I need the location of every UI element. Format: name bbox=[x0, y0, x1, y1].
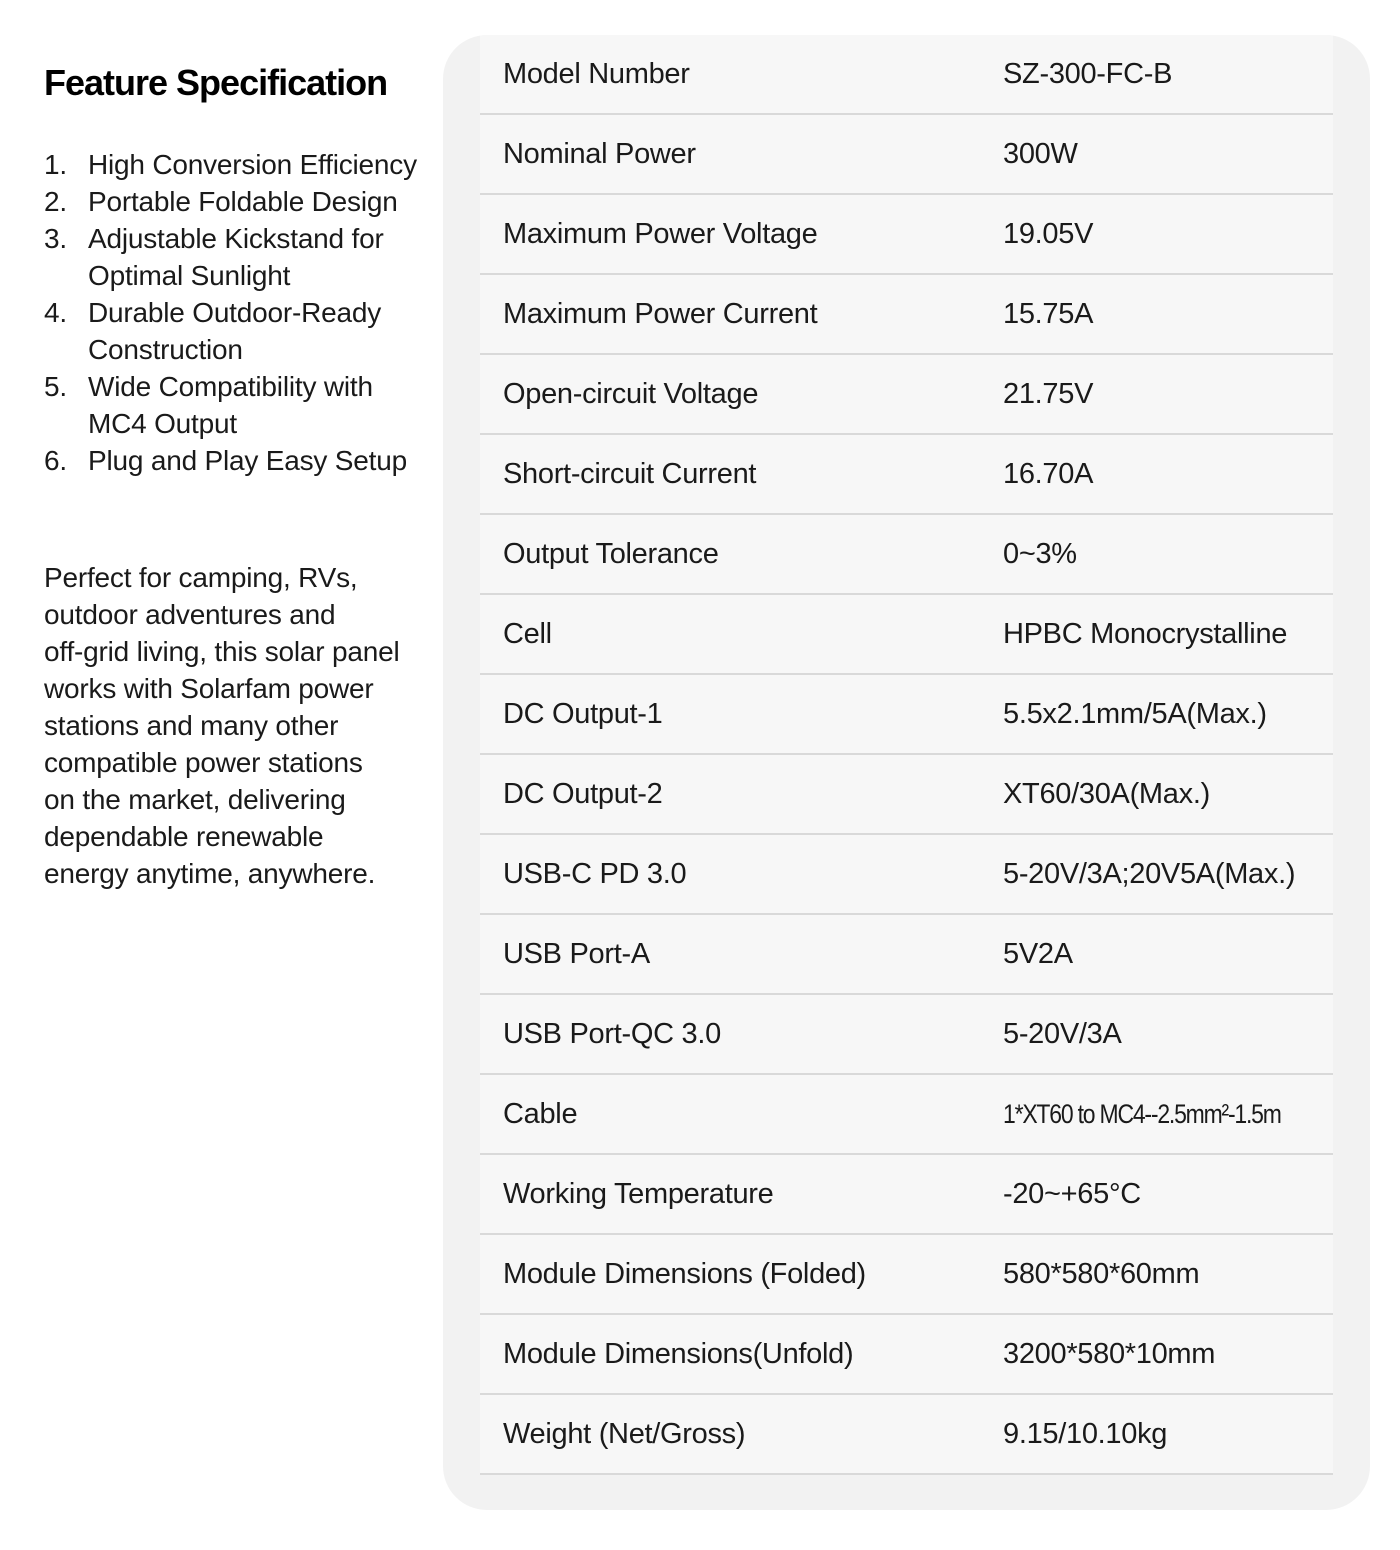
description-line: outdoor adventures and bbox=[44, 599, 336, 630]
table-row bbox=[480, 995, 1333, 1075]
spec-value: XT60/30A(Max.) bbox=[1003, 777, 1210, 810]
spec-value: 19.05V bbox=[1003, 217, 1094, 250]
spec-value: 1*XT60 to MC4--2.5mm²-1.5m bbox=[1003, 1098, 1281, 1129]
spec-label: USB Port-QC 3.0 bbox=[503, 1017, 721, 1050]
description-line: stations and many other bbox=[44, 710, 339, 741]
description-line: on the market, delivering bbox=[44, 784, 346, 815]
spec-label: Open-circuit Voltage bbox=[503, 377, 759, 410]
feature-panel bbox=[44, 0, 436, 892]
feature-text: Durable Outdoor-Ready Construction bbox=[88, 297, 382, 365]
spec-value: 15.75A bbox=[1003, 297, 1094, 330]
spec-value: 9.15/10.10kg bbox=[1003, 1417, 1168, 1450]
description-line: dependable renewable bbox=[44, 821, 324, 852]
feature-number: 1. bbox=[44, 149, 67, 180]
feature-text: Plug and Play Easy Setup bbox=[88, 445, 407, 476]
spec-label: Maximum Power Voltage bbox=[503, 217, 818, 250]
table-row bbox=[480, 435, 1333, 515]
spec-table bbox=[480, 35, 1333, 1475]
spec-label: Short-circuit Current bbox=[503, 457, 757, 490]
spec-label: USB Port-A bbox=[503, 937, 650, 970]
table-row bbox=[480, 275, 1333, 355]
feature-item bbox=[44, 368, 436, 442]
spec-value: 3200*580*10mm bbox=[1003, 1337, 1216, 1370]
spec-label: USB-C PD 3.0 bbox=[503, 857, 687, 890]
spec-label: DC Output-1 bbox=[503, 697, 663, 730]
spec-label: Cell bbox=[503, 617, 552, 650]
feature-number: 3. bbox=[44, 223, 67, 254]
spec-value: -20~+65°C bbox=[1003, 1177, 1141, 1210]
spec-label: Working Temperature bbox=[503, 1177, 774, 1210]
spec-label: Nominal Power bbox=[503, 137, 696, 170]
feature-number: 4. bbox=[44, 297, 67, 328]
spec-value: SZ-300-FC-B bbox=[1003, 57, 1173, 90]
spec-value: HPBC Monocrystalline bbox=[1003, 617, 1288, 650]
table-row bbox=[480, 675, 1333, 755]
feature-number: 5. bbox=[44, 371, 67, 402]
spec-value: 0~3% bbox=[1003, 537, 1077, 570]
spec-label: Module Dimensions (Folded) bbox=[503, 1257, 866, 1290]
spec-value: 5V2A bbox=[1003, 937, 1073, 970]
description-line: off-grid living, this solar panel bbox=[44, 636, 400, 667]
feature-number: 2. bbox=[44, 186, 67, 217]
table-row bbox=[480, 1235, 1333, 1315]
spec-label: Model Number bbox=[503, 57, 690, 90]
spec-value: 16.70A bbox=[1003, 457, 1094, 490]
table-row bbox=[480, 355, 1333, 435]
feature-item bbox=[44, 146, 436, 183]
table-row bbox=[480, 195, 1333, 275]
table-row bbox=[480, 835, 1333, 915]
spec-value: 5-20V/3A;20V5A(Max.) bbox=[1003, 857, 1296, 890]
table-row bbox=[480, 1315, 1333, 1395]
feature-text: Wide Compatibility with MC4 Output bbox=[88, 371, 373, 439]
table-row bbox=[480, 1075, 1333, 1155]
description-line: energy anytime, anywhere. bbox=[44, 858, 376, 889]
spec-label: DC Output-2 bbox=[503, 777, 663, 810]
spec-value: 5.5x2.1mm/5A(Max.) bbox=[1003, 697, 1267, 730]
description-line: compatible power stations bbox=[44, 747, 363, 778]
spec-value: 5-20V/3A bbox=[1003, 1017, 1122, 1050]
description-line: Perfect for camping, RVs, bbox=[44, 562, 358, 593]
feature-number: 6. bbox=[44, 445, 67, 476]
feature-list bbox=[44, 146, 436, 479]
spec-label: Cable bbox=[503, 1097, 578, 1130]
feature-item bbox=[44, 220, 436, 294]
description-line: works with Solarfam power bbox=[44, 673, 374, 704]
spec-value: 21.75V bbox=[1003, 377, 1094, 410]
spec-card bbox=[443, 35, 1370, 1510]
spec-value: 300W bbox=[1003, 137, 1078, 170]
table-row bbox=[480, 915, 1333, 995]
spec-label: Module Dimensions(Unfold) bbox=[503, 1337, 854, 1370]
spec-label: Weight (Net/Gross) bbox=[503, 1417, 746, 1450]
product-description bbox=[44, 559, 436, 892]
table-row bbox=[480, 515, 1333, 595]
feature-text: High Conversion Efficiency bbox=[88, 149, 417, 180]
feature-text: Adjustable Kickstand for Optimal Sunlight bbox=[88, 223, 384, 291]
feature-text: Portable Foldable Design bbox=[88, 186, 398, 217]
table-row bbox=[480, 755, 1333, 835]
spec-label: Output Tolerance bbox=[503, 537, 719, 570]
spec-value: 580*580*60mm bbox=[1003, 1257, 1200, 1290]
table-row bbox=[480, 595, 1333, 675]
table-row bbox=[480, 1395, 1333, 1475]
feature-item bbox=[44, 183, 436, 220]
spec-label: Maximum Power Current bbox=[503, 297, 818, 330]
page-title: Feature Specification bbox=[44, 62, 388, 103]
table-row bbox=[480, 115, 1333, 195]
table-row bbox=[480, 35, 1333, 115]
feature-item bbox=[44, 442, 436, 479]
feature-item bbox=[44, 294, 436, 368]
table-row bbox=[480, 1155, 1333, 1235]
